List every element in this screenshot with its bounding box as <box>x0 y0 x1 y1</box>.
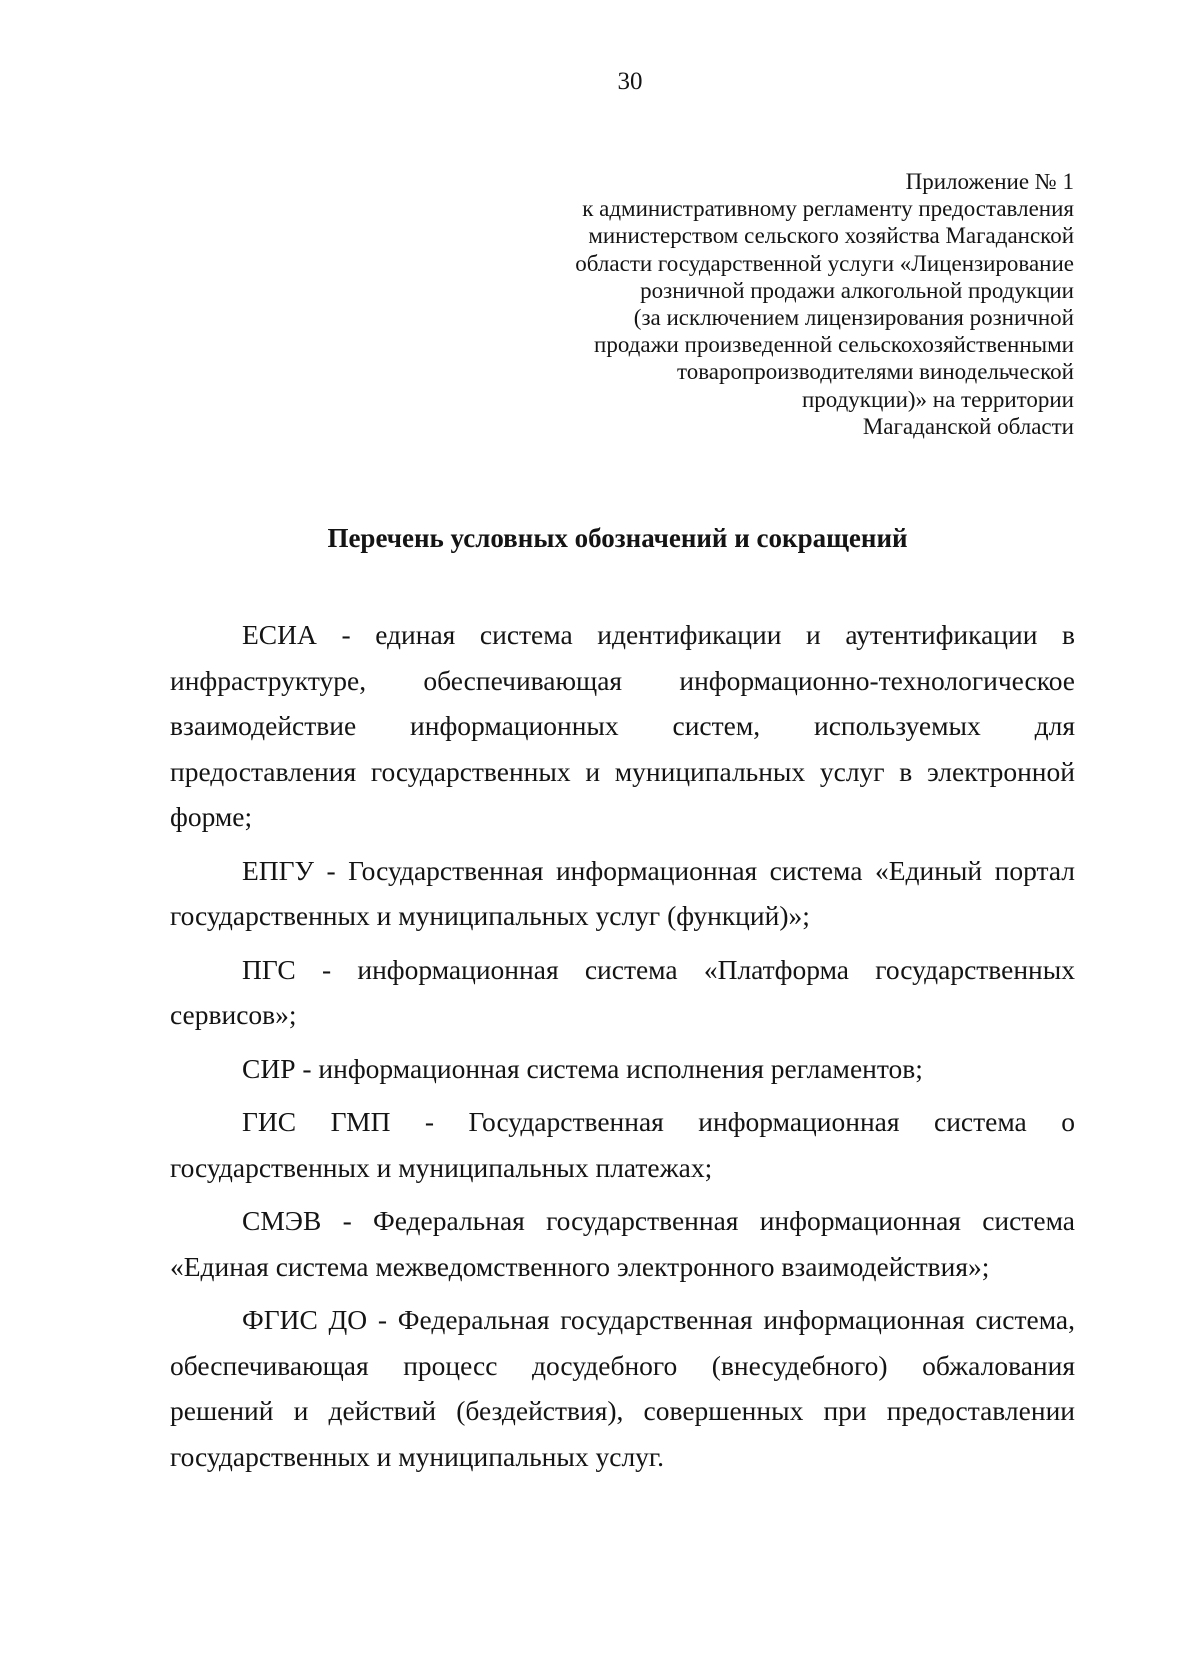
definition-line: государственных и муниципальных платежах; <box>170 1151 713 1183</box>
appendix-line: к административному регламенту предоставления <box>582 196 1074 222</box>
definition-line: взаимодействие информационных систем, используемых для <box>170 710 1075 741</box>
definition-line: ГИС ГМП - Государственная информационная система о <box>242 1106 1075 1137</box>
definition-line: ЕПГУ - Государственная информационная система «Единый портал <box>242 854 1075 886</box>
document-title: Перечень условных обозначений и сокращений <box>327 523 908 553</box>
appendix-header <box>514 168 1074 440</box>
appendix-line: продажи произведенной сельскохозяйственными <box>594 332 1074 358</box>
appendix-line: товаропроизводителями винодельческой <box>676 359 1074 385</box>
definition-line: СИР - информационная система исполнения регламентов; <box>242 1052 923 1084</box>
definition-line: государственных и муниципальных услуг. <box>170 1440 664 1472</box>
definition-line: ЕСИА - единая система идентификации и аутентификации в <box>242 619 1075 650</box>
definition-line: сервисов»; <box>170 999 297 1030</box>
definition-line: предоставления государственных и муниципальных услуг в электронной <box>170 755 1075 787</box>
appendix-line: продукции)» на территории <box>801 386 1074 412</box>
definition-line: «Единая система межведомственного электронного взаимодействия»; <box>170 1250 990 1282</box>
definition-line: СМЭВ - Федеральная государственная информационная система <box>242 1205 1075 1236</box>
appendix-line: Приложение № 1 <box>905 169 1074 194</box>
appendix-line: области государственной услуги «Лицензирование <box>575 250 1074 276</box>
definition-line: форме; <box>170 801 253 832</box>
appendix-line: Магаданской области <box>862 413 1074 439</box>
definition-line: обеспечивающая процесс досудебного (внесудебного) обжалования <box>170 1349 1075 1381</box>
definition-line: решений и действий (бездействия), совершенных при предоставлении <box>170 1395 1075 1426</box>
definition-line: ПГС - информационная система «Платформа государственных <box>242 953 1075 985</box>
definitions-list <box>170 612 1075 1479</box>
definition-line: ФГИС ДО - Федеральная государственная информационная система, <box>242 1304 1075 1335</box>
definition-line: государственных и муниципальных услуг (функций)»; <box>170 900 810 931</box>
appendix-line: (за исключением лицензирования розничной <box>633 305 1074 331</box>
definition-line: инфраструктуре, обеспечивающая информационно-технологическое <box>170 664 1075 696</box>
appendix-line: розничной продажи алкогольной продукции <box>640 277 1074 303</box>
page-number: 30 <box>617 68 643 95</box>
appendix-line: министерством сельского хозяйства Магаданской <box>588 223 1074 249</box>
